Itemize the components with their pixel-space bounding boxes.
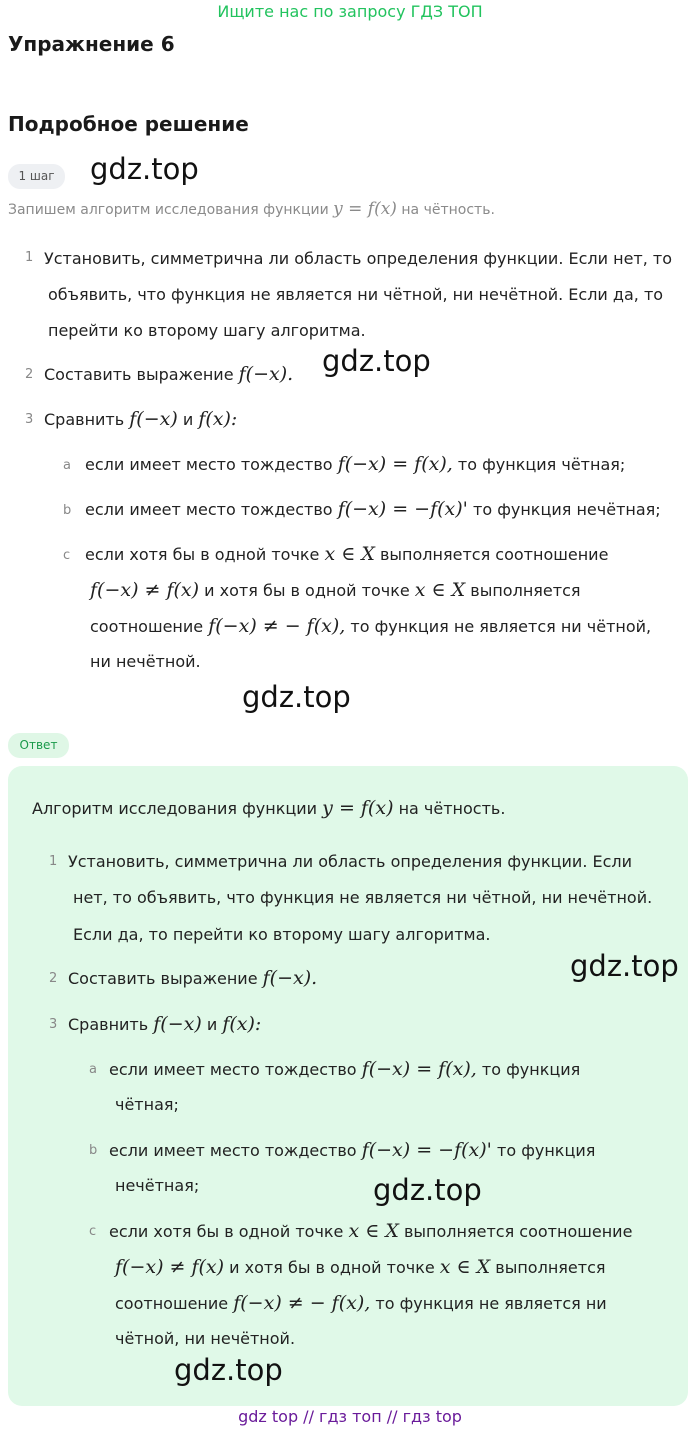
- list-number: 3: [25, 412, 34, 427]
- list-letter: c: [63, 548, 71, 563]
- answer-badge: Ответ: [8, 733, 69, 758]
- list-item-text: нет, то объявить, что функция не является ни чётной, ни нечётной.: [73, 888, 653, 907]
- list-item-text: если хотя бы в одной точке x ∈ X выполняется соотношение: [109, 1220, 633, 1242]
- list-item-text: соотношение f(−x) ≠ − f(x), то функция не является ни: [115, 1292, 607, 1314]
- list-item-text: f(−x) ≠ f(x) и хотя бы в одной точке x ∈ X выполняется: [90, 579, 581, 601]
- answer-intro: Алгоритм исследования функции y = f(x) на чётность.: [32, 797, 506, 819]
- step-badge: 1 шаг: [8, 164, 65, 189]
- list-item-text: Установить, симметрична ли область определения функции. Если нет, то: [44, 249, 673, 268]
- list-item-text: нечётная;: [115, 1176, 200, 1195]
- list-item-text: объявить, что функция не является ни чётной, ни нечётной. Если да, то: [48, 285, 664, 304]
- list-letter: b: [63, 503, 72, 518]
- list-letter: c: [89, 1224, 97, 1239]
- watermark: gdz.top: [322, 344, 431, 378]
- list-item-text: чётная;: [115, 1095, 179, 1114]
- watermark: gdz.top: [373, 1173, 482, 1207]
- list-item-text: ни нечётной.: [90, 652, 201, 671]
- list-number: 3: [49, 1017, 58, 1032]
- list-number: 1: [49, 854, 58, 869]
- list-item-text: перейти ко второму шагу алгоритма.: [48, 321, 366, 340]
- watermark: gdz.top: [90, 152, 199, 186]
- list-item-text: Если да, то перейти ко второму шагу алгоритма.: [73, 925, 491, 944]
- watermark: gdz.top: [174, 1353, 283, 1387]
- list-letter: a: [89, 1062, 97, 1077]
- list-item-text: если имеет место тождество f(−x) = −f(x)' то функция нечётная;: [85, 498, 661, 520]
- list-number: 2: [25, 367, 34, 382]
- list-number: 1: [25, 250, 34, 265]
- list-item-text: Сравнить f(−x) и f(x):: [44, 408, 238, 430]
- list-item-text: Сравнить f(−x) и f(x):: [68, 1013, 262, 1035]
- watermark: gdz.top: [242, 680, 351, 714]
- watermark: gdz.top: [570, 949, 679, 983]
- search-banner: Ищите нас по запросу ГДЗ ТОП: [217, 2, 483, 21]
- list-item-text: соотношение f(−x) ≠ − f(x), то функция не является ни чётной,: [90, 615, 652, 637]
- footer-links: gdz top // гдз топ // гдз top: [238, 1407, 462, 1426]
- list-item-text: Составить выражение f(−x).: [44, 363, 294, 385]
- exercise-title: Упражнение 6: [8, 32, 175, 56]
- list-item-text: чётной, ни нечётной.: [115, 1329, 296, 1348]
- list-item-text: если имеет место тождество f(−x) = f(x), то функция: [109, 1058, 581, 1080]
- list-number: 2: [49, 971, 58, 986]
- list-item-text: f(−x) ≠ f(x) и хотя бы в одной точке x ∈ X выполняется: [115, 1256, 606, 1278]
- list-letter: b: [89, 1143, 98, 1158]
- list-item-text: если имеет место тождество f(−x) = f(x), то функция чётная;: [85, 453, 626, 475]
- solution-intro: Запишем алгоритм исследования функции y = f(x) на чётность.: [8, 199, 495, 219]
- list-item-text: Установить, симметрична ли область определения функции. Если: [68, 852, 633, 871]
- list-item-text: Составить выражение f(−x).: [68, 967, 318, 989]
- list-item-text: если хотя бы в одной точке x ∈ X выполняется соотношение: [85, 543, 609, 565]
- section-title: Подробное решение: [8, 112, 249, 136]
- list-letter: a: [63, 458, 71, 473]
- list-item-text: если имеет место тождество f(−x) = −f(x)' то функция: [109, 1139, 596, 1161]
